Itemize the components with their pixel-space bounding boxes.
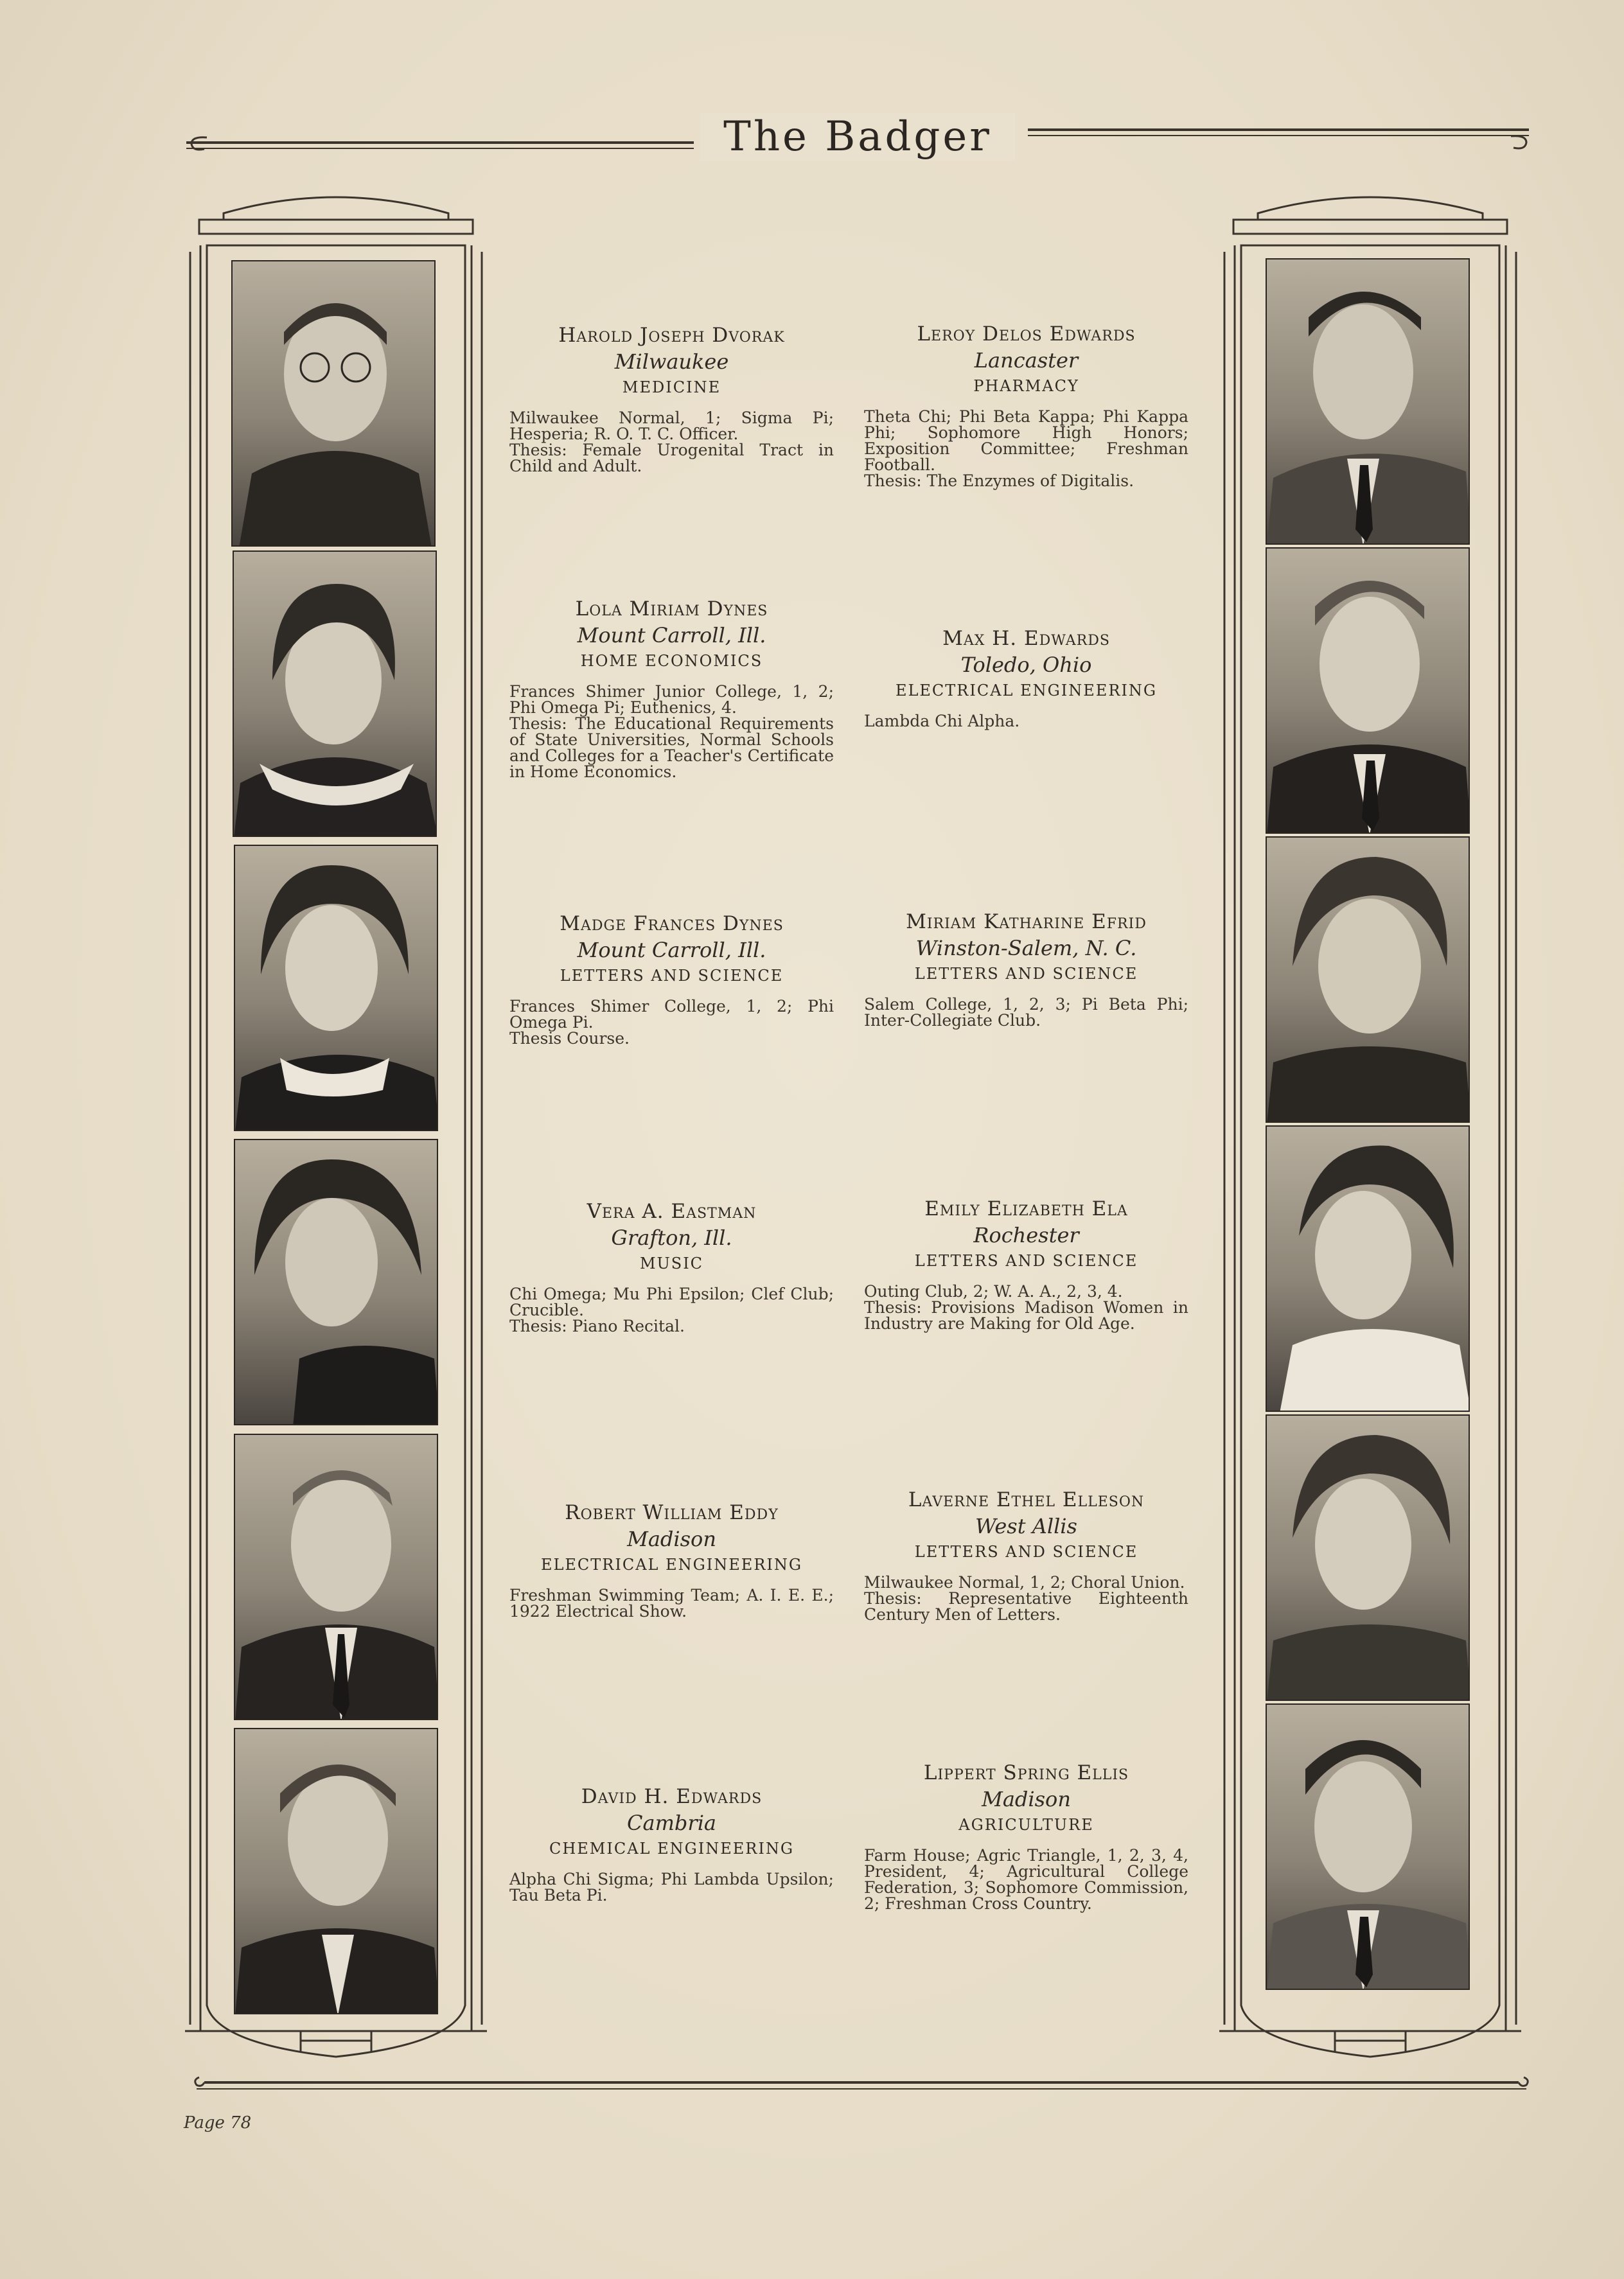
student-course: ELECTRICAL ENGINEERING	[895, 682, 1158, 700]
entry-vera-eastman	[509, 1199, 834, 1334]
student-thesis: Thesis: Female Urogenital Tract in Child and Adult.	[509, 441, 834, 475]
entry-harold-dvorak	[509, 322, 834, 474]
student-city: Rochester	[973, 1223, 1079, 1247]
portrait-lippert-ellis	[1266, 1703, 1470, 1990]
student-activities: Milwaukee Normal, 1, 2; Choral Union.	[864, 1573, 1185, 1592]
student-city: Madison	[982, 1787, 1071, 1811]
student-course: LETTERS AND SCIENCE	[914, 965, 1138, 983]
student-activities: Chi Omega; Mu Phi Epsilon; Clef Club; Crucible.	[509, 1285, 834, 1319]
entry-miriam-efrid	[864, 909, 1188, 1028]
student-activities: Outing Club, 2; W. A. A., 2, 3, 4.	[864, 1282, 1123, 1301]
footer-rule	[190, 2072, 1533, 2095]
student-course: ELECTRICAL ENGINEERING	[540, 1556, 803, 1574]
student-course: AGRICULTURE	[958, 1816, 1094, 1834]
student-city: Lancaster	[974, 348, 1079, 373]
student-city: Grafton, Ill.	[611, 1226, 732, 1250]
header-ornament-left	[188, 132, 213, 155]
student-thesis: Thesis: The Enzymes of Digitalis.	[864, 471, 1134, 490]
student-course: HOME ECONOMICS	[580, 652, 763, 670]
student-city: Madison	[627, 1527, 716, 1551]
student-activities: Frances Shimer Junior College, 1, 2; Phi Omega Pi; Euthenics, 4.	[509, 682, 834, 717]
student-course: MUSIC	[639, 1254, 704, 1272]
student-name: Robert William Eddy	[565, 1501, 779, 1524]
portrait-vera-eastman	[234, 1139, 438, 1425]
student-city: Toledo, Ohio	[960, 653, 1092, 677]
page-title: The Badger	[186, 108, 1529, 166]
student-activities: Milwaukee Normal, 1; Sigma Pi; Hesperia; R. O. T. C. Officer.	[509, 409, 834, 443]
portrait-max-edwards	[1266, 547, 1470, 834]
entry-max-edwards	[864, 626, 1188, 729]
student-city: Cambria	[627, 1811, 716, 1835]
student-course: MEDICINE	[622, 378, 721, 396]
student-name: David H. Edwards	[581, 1785, 763, 1808]
portrait-harold-dvorak	[231, 260, 436, 547]
entry-lippert-ellis	[864, 1760, 1188, 1912]
student-city: West Allis	[975, 1514, 1077, 1538]
page-header	[186, 108, 1529, 166]
student-name: Leroy Delos Edwards	[917, 322, 1136, 346]
student-thesis: Thesis Course.	[509, 1029, 630, 1048]
student-city: Winston-Salem, N. C.	[915, 936, 1137, 960]
student-thesis: Thesis: Provisions Madison Women in Industry are Making for Old Age.	[864, 1298, 1188, 1333]
student-course: CHEMICAL ENGINEERING	[549, 1840, 795, 1858]
student-activities: Alpha Chi Sigma; Phi Lambda Upsilon; Tau Beta Pi.	[509, 1870, 834, 1905]
student-name: Laverne Ethel Elleson	[908, 1488, 1145, 1511]
student-course: PHARMACY	[973, 377, 1079, 395]
portrait-lola-dynes	[233, 550, 437, 837]
student-name: Harold Joseph Dvorak	[558, 324, 785, 347]
student-name: Vera A. Eastman	[587, 1200, 757, 1223]
entry-leroy-edwards	[864, 321, 1188, 489]
entry-emily-ela	[864, 1196, 1188, 1332]
student-course: LETTERS AND SCIENCE	[914, 1543, 1138, 1561]
student-name: Lippert Spring Ellis	[923, 1761, 1129, 1784]
header-ornament-right	[1505, 131, 1530, 154]
student-name: Miriam Katharine Efrid	[906, 910, 1147, 933]
entry-laverne-elleson	[864, 1487, 1188, 1623]
student-thesis: Thesis: The Educational Requirements of State Universities, Normal Schools and Colleges for a Teacher's Certificate in Home Economics.	[509, 714, 834, 781]
entry-madge-dynes	[509, 911, 834, 1046]
portrait-laverne-elleson	[1266, 1414, 1470, 1701]
student-city: Mount Carroll, Ill.	[577, 623, 766, 647]
student-activities: Theta Chi; Phi Beta Kappa; Phi Kappa Phi; Sophomore High Honors; Exposition Committee; Freshman Football.	[864, 407, 1188, 474]
student-course: LETTERS AND SCIENCE	[914, 1252, 1138, 1270]
student-activities: Lambda Chi Alpha.	[864, 712, 1020, 730]
entry-lola-dynes	[509, 596, 834, 780]
portrait-emily-ela	[1266, 1125, 1470, 1412]
student-name: Max H. Edwards	[942, 627, 1110, 650]
student-name: Lola Miriam Dynes	[575, 597, 768, 620]
student-activities: Freshman Swimming Team; A. I. E. E.; 1922 Electrical Show.	[509, 1586, 834, 1621]
student-activities: Frances Shimer College, 1, 2; Phi Omega Pi.	[509, 997, 834, 1032]
portrait-david-edwards	[234, 1728, 438, 2014]
student-thesis: Thesis: Piano Recital.	[509, 1317, 685, 1335]
portrait-robert-eddy	[234, 1434, 438, 1720]
portrait-leroy-edwards	[1266, 258, 1470, 545]
entry-robert-eddy	[509, 1500, 834, 1619]
student-activities: Farm House; Agric Triangle, 1, 2, 3, 4, President, 4; Agricultural College Federation, 3; Sophomore Commission, 2; Freshman Cross Country.	[864, 1846, 1188, 1913]
portrait-miriam-efrid	[1266, 836, 1470, 1123]
student-city: Milwaukee	[614, 349, 729, 374]
student-name: Madge Frances Dynes	[560, 912, 784, 935]
student-thesis: Thesis: Representative Eighteenth Century Men of Letters.	[864, 1589, 1188, 1624]
student-name: Emily Elizabeth Ela	[924, 1197, 1128, 1220]
entry-david-edwards	[509, 1784, 834, 1903]
page-number: Page 78	[184, 2113, 252, 2133]
student-course: LETTERS AND SCIENCE	[560, 967, 784, 985]
portrait-madge-dynes	[234, 845, 438, 1131]
student-city: Mount Carroll, Ill.	[577, 938, 766, 962]
student-activities: Salem College, 1, 2, 3; Pi Beta Phi; Inter-Collegiate Club.	[864, 995, 1188, 1030]
